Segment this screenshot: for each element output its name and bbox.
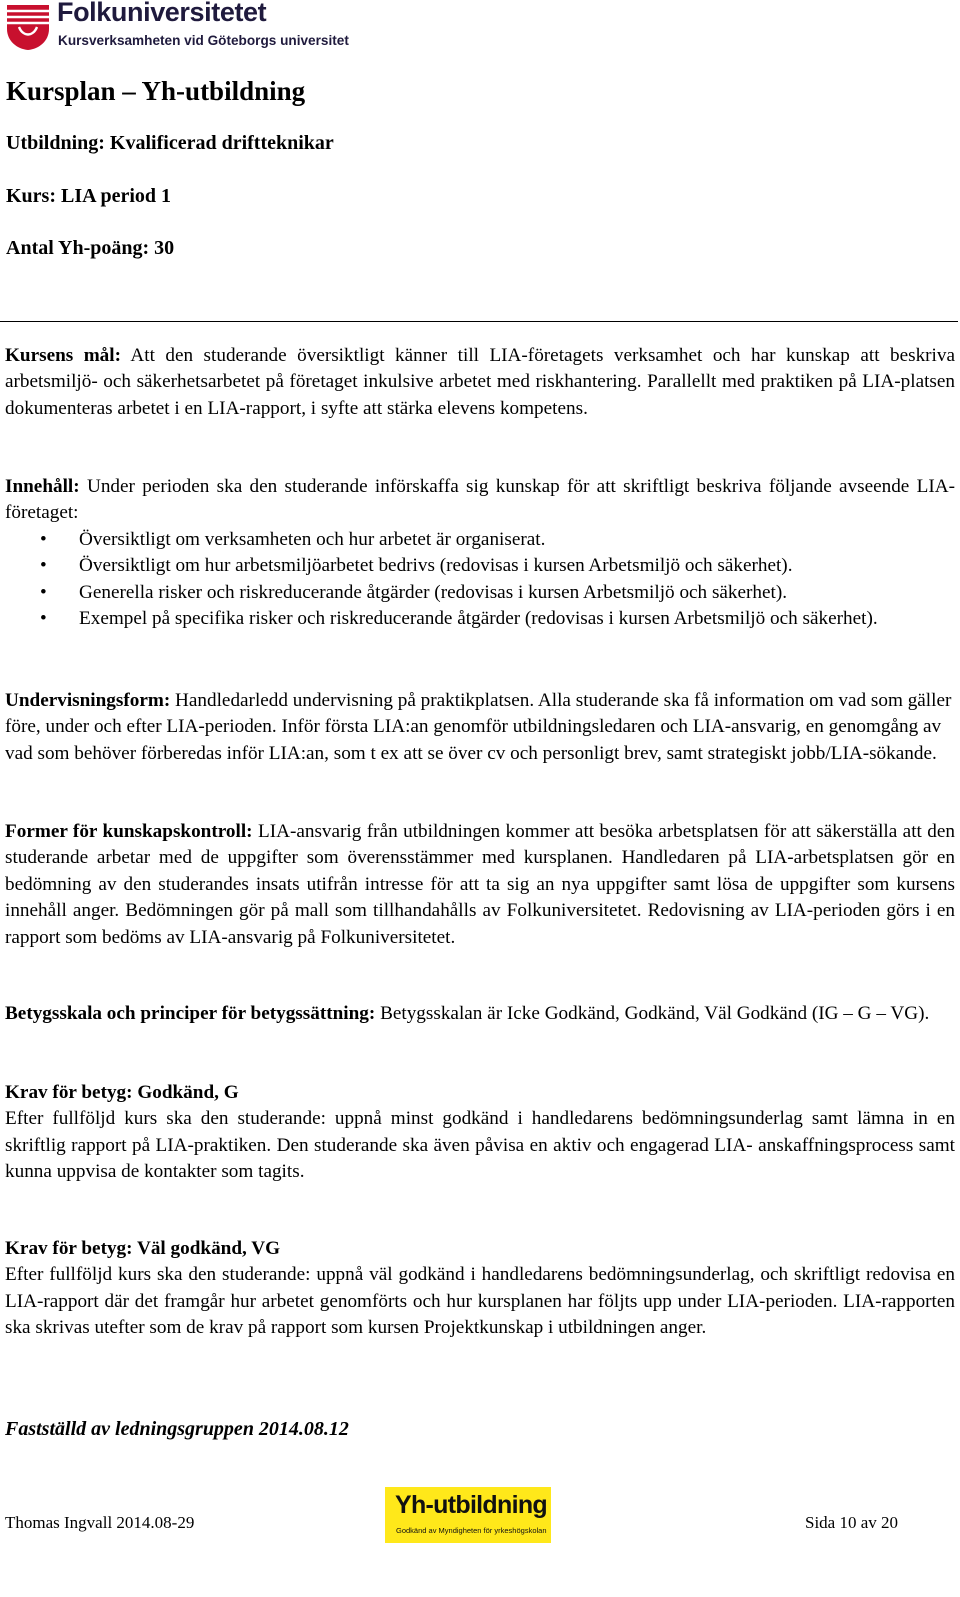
section-krav-vg (5, 1236, 955, 1342)
list-item: • Översiktligt om verksamheten och hur arbetet är organiserat. (5, 527, 955, 553)
divider (0, 321, 958, 322)
footer-author-date: Thomas Ingvall 2014.08-29 (5, 1513, 195, 1532)
section-mal (5, 343, 955, 422)
krav-g-text: Efter fullföljd kurs ska den studerande: uppnå minst godkänd i handledarens bedömningsunderlag samt lämna in en skriftlig rapport på LIA-praktiken. Den studerande ska även påvisa en aktiv och engagerad LIA- anskaffningsprocess samt kunna uppvisa de kontakter som tagits. (5, 1108, 955, 1183)
section-undervisning (5, 688, 955, 767)
krav-vg-heading: Krav för betyg: Väl godkänd, VG (5, 1238, 281, 1259)
innehall-text: Under perioden ska den studerande införskaffa sig kunskap för att skriftligt beskriva följande avseende LIA-företaget: (5, 476, 955, 524)
innehall-label: Innehåll: (5, 476, 80, 497)
folkuniversitetet-emblem-icon (5, 3, 51, 51)
betygsskala-text: Betygsskalan är Icke Godkänd, Godkänd, Väl Godkänd (IG – G – VG). (375, 1003, 930, 1024)
yh-utbildning-logo (385, 1487, 551, 1543)
meta-kurs: Kurs: LIA period 1 (6, 185, 172, 207)
meta-utbildning: Utbildning: Kvalificerad driftteknikar (6, 132, 334, 154)
logo-name: Folkuniversitetet (57, 0, 267, 27)
logo-subtitle: Kursverksamheten vid Göteborgs universitet (58, 33, 349, 48)
section-krav-g (5, 1080, 955, 1186)
innehall-list (5, 527, 955, 633)
folkuniversitetet-logo (5, 0, 350, 53)
meta-poang: Antal Yh-poäng: 30 (6, 237, 175, 259)
section-betygsskala (5, 1001, 955, 1027)
betygsskala-label: Betygsskala och principer för betygssättning: (5, 1003, 376, 1024)
mal-text: Att den studerande översiktligt känner till LIA-företagets verksamhet och har kunskap att beskriva arbetsmiljö- och säkerhetsarbetet på företaget inkulsive arbetet med riskhantering. Parallellt med praktiken på LIA-platsen dokumenteras arbetet i en LIA-rapport, i syfte att stärka elevens kompetens. (5, 345, 956, 419)
yh-logo-title: Yh-utbildning (395, 1491, 547, 1519)
yh-logo-subtitle: Godkänd av Myndigheten för yrkeshögskolan (396, 1526, 547, 1535)
krav-g-heading: Krav för betyg: Godkänd, G (5, 1082, 239, 1103)
list-item: • Exempel på specifika risker och riskreducerande åtgärder (redovisas i kursen Arbetsmiljö och säkerhet). (5, 606, 955, 632)
kontroll-label: Former för kunskapskontroll: (5, 821, 253, 842)
section-kontroll (5, 819, 955, 951)
kontroll-text: LIA-ansvarig från utbildningen kommer att besöka arbetsplatsen för att säkerställa att den studerande arbetar med de uppgifter som överensstämmer med kursplanen. Handledaren på LIA-arbetsplatsen gör en bedömning av den studerandes insats utifrån intresse för att ta sig an nya uppgifter samt lösa de uppgifter som kursens innehåll anger. Bedömningen gör på mall som tillhandahålls av Folkuniversitetet. Redovisning av LIA-perioden görs i en rapport som bedöms av LIA-ansvarig på Folkuniversitetet. (5, 821, 956, 948)
list-item: • Generella risker och riskreducerande åtgärder (redovisas i kursen Arbetsmiljö och säkerhet). (5, 580, 955, 606)
undervisning-text: Handledarledd undervisning på praktikplatsen. Alla studerande ska få information om vad som gäller före, under och efter LIA-perioden. Inför första LIA:an genomför utbildningsledaren och LIA-ansvarig, en genomgång av vad som behöver förberedas inför LIA:an, som t ex att se över cv och personligt brev, samt strategiskt jobb/LIA-sökande. (5, 690, 952, 764)
page-number: Sida 10 av 20 (805, 1513, 899, 1532)
list-item: • Översiktligt om hur arbetsmiljöarbetet bedrivs (redovisas i kursen Arbetsmiljö och säkerhet). (5, 553, 955, 579)
page-title: Kursplan – Yh-utbildning (6, 76, 306, 106)
krav-vg-text: Efter fullföljd kurs ska den studerande: uppnå väl godkänd i handledarens bedömningsunderlag, och skriftligt redovisa en LIA-rapport där det framgår hur arbetet genomförts och hur kursplanen har följts upp under LIA-perioden. LIA-rapporten ska skrivas utefter som de krav på rapport som kursen Projektkunskap i utbildningen anger. (5, 1264, 955, 1339)
signature: Fastställd av ledningsgruppen 2014.08.12 (5, 1418, 349, 1440)
mal-label: Kursens mål: (5, 345, 121, 366)
undervisning-label: Undervisningsform: (5, 690, 171, 711)
section-innehall (5, 474, 955, 527)
